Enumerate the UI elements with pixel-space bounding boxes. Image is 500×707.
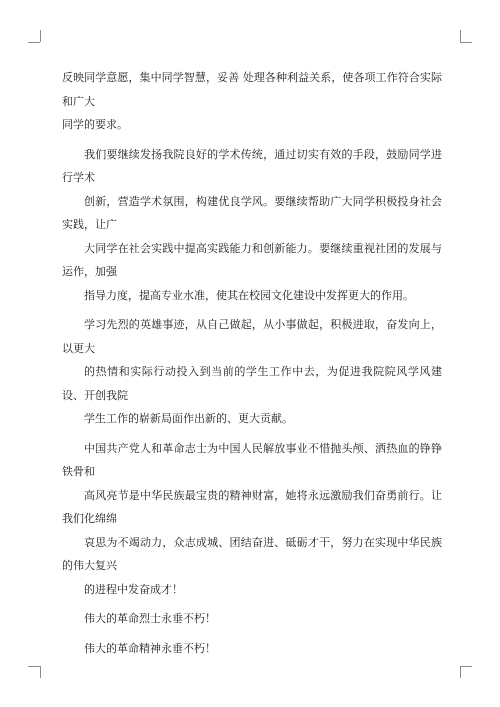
document-body: [62, 66, 442, 666]
paragraph-6: [62, 637, 442, 661]
crop-mark-bottom-left-vertical: [40, 666, 41, 678]
paragraph-line: 伟大的革命烈士永垂不朽！: [84, 612, 216, 625]
paragraph-line: 大同学在社会实践中提高实践能力和创新能力。要继续重视社团的发展与运作，加强: [62, 241, 442, 278]
paragraph-3: [62, 313, 442, 431]
paragraph-line: 学习先烈的英雄事迹，从自己做起，从小事做起，积极进取，奋发向上，以更大: [62, 318, 442, 355]
paragraph-line: 哀思为不竭动力，众志成城、团结奋进、砥砺才干，努力在实现中华民族的伟大复兴: [62, 535, 442, 572]
crop-mark-top-left-horizontal: [28, 42, 40, 43]
paragraph-line: 高风亮节是中华民族最宝贵的精神财富，她将永远激励我们奋勇前行。让我们化绵绵: [62, 488, 442, 525]
paragraph-line: 同学的要求。: [62, 118, 128, 131]
crop-mark-bottom-left-horizontal: [28, 666, 40, 667]
paragraph-5: [62, 607, 442, 631]
crop-mark-top-left-vertical: [40, 30, 41, 42]
paragraph-line: 反映同学意愿，集中同学智慧，妥善 处理各种利益关系，使各项工作符合实际和广大: [62, 71, 442, 108]
paragraph-line: 中国共产党人和革命志士为中国人民解放事业不惜抛头颅、洒热血的铮铮铁骨和: [62, 441, 442, 478]
paragraph-line: 的热情和实际行动投入到当前的学生工作中去，为促进我院院风学风建设、开创我院: [62, 365, 442, 402]
crop-mark-top-right-vertical: [460, 30, 461, 42]
paragraph-line: 创新，营造学术氛围，构建优良学风。要继续帮助广大同学积极投身社会实践，让广: [62, 194, 442, 231]
crop-mark-bottom-right-vertical: [460, 666, 461, 678]
paragraph-line: 指导力度，提高专业水准，使其在校园文化建设中发挥更大的作用。: [84, 288, 414, 302]
paragraph-1: [62, 66, 442, 137]
paragraph-4: [62, 437, 442, 602]
crop-mark-bottom-right-horizontal: [460, 666, 472, 667]
paragraph-line: 的进程中发奋成才！: [84, 582, 183, 596]
paragraph-line: 我们要继续发扬我院良好的学术传统，通过切实有效的手段，鼓励同学进行学术: [62, 147, 442, 184]
paragraph-2: [62, 143, 442, 308]
paragraph-line: 学生工作的崭新局面作出新的、更大贡献。: [84, 412, 293, 425]
crop-mark-top-right-horizontal: [460, 42, 472, 43]
paragraph-line: 伟大的革命精神永垂不朽！: [84, 641, 216, 655]
